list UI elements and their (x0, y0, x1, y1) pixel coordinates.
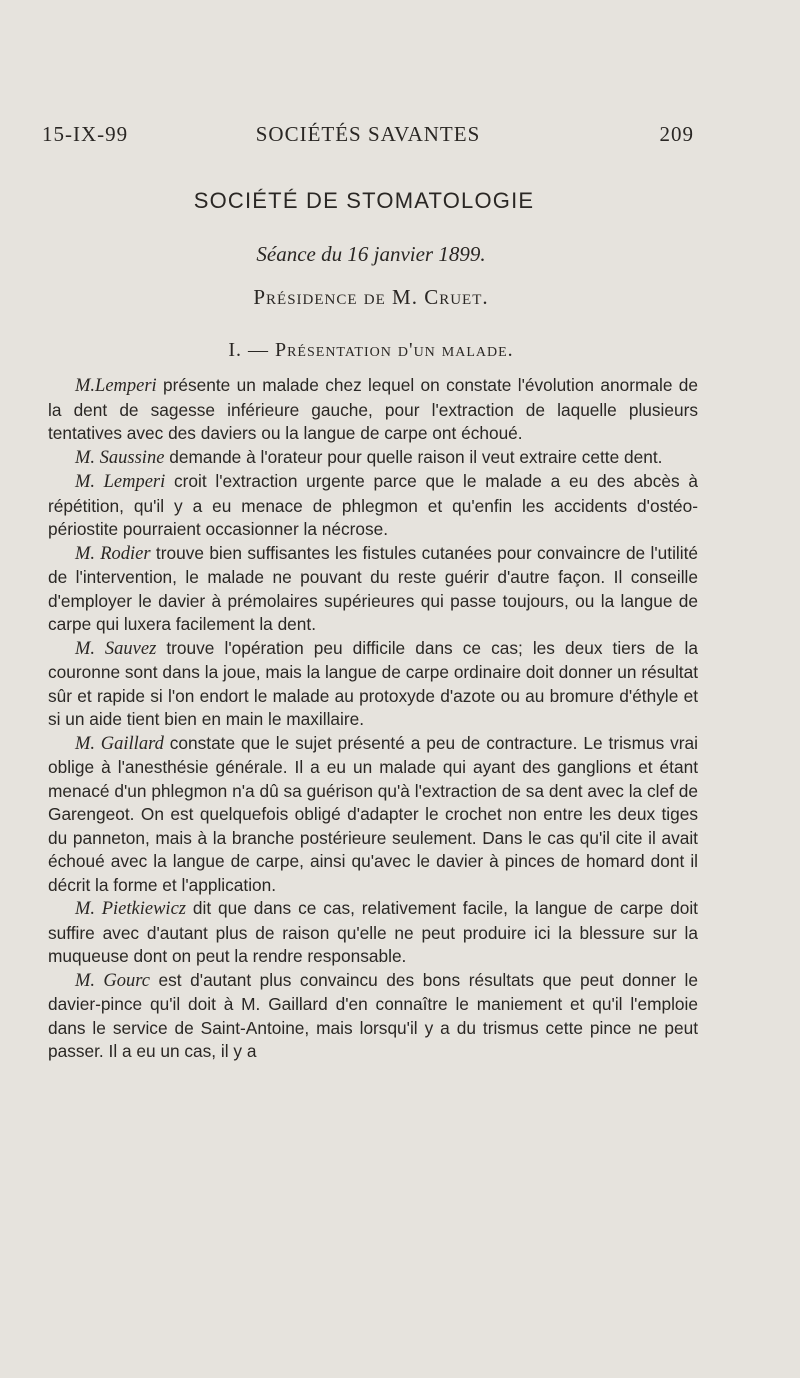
paragraph-text: trouve l'opération peu difficile dans ce cas; les deux tiers de la couronne sont dans la joue, mais la langue de carpe ordinaire doit donner un résultat sûr et rapide si l'on endort le malade au protoxyde d'azote ou au bromure d'éthyle et si un aide tient bien en main le maxillaire. (48, 637, 698, 729)
running-title: SOCIÉTÉS SAVANTES (255, 122, 481, 146)
session-date: Séance du 16 janvier 1899. (256, 242, 486, 266)
presidency-line: Présidence de M. Cruet. (253, 285, 489, 309)
speaker-name: M.Lemperi (75, 376, 157, 396)
paragraph (48, 637, 698, 732)
speaker-name: M. Saussine (75, 447, 165, 468)
paragraph-text: est d'autant plus convaincu des bons résultats que peut donner le davier-pince qu'il doit à M. Gaillard d'en connaître le maniement et qu'il l'emploie dans le service de Saint-Antoine, mais lorsqu'il y a du trismus cette pince ne peut passer. Il a eu un cas, il y a (48, 969, 698, 1061)
paragraph (48, 969, 698, 1064)
paragraph-text: présente un malade chez lequel on constate l'évolution anormale de la dent de sagesse inférieure gauche, pour l'extraction de laquelle plusieurs tentatives avec des daviers ou la langue de carpe ont échoué. (48, 375, 698, 443)
speaker-name: M. Lemperi (75, 472, 166, 492)
article-body (48, 374, 698, 1064)
speaker-name: M. Sauvez (75, 638, 157, 659)
speaker-name: M. Pietkiewicz (75, 899, 186, 919)
paragraph (48, 542, 698, 637)
society-title: SOCIÉTÉ DE STOMATOLOGIE (193, 188, 535, 213)
paragraph (48, 897, 698, 969)
paragraph (48, 446, 698, 471)
running-head (42, 122, 694, 152)
paragraph-text: dit que dans ce cas, relativement facile, la langue de carpe doit suffire avec d'autant plus de raison qu'elle ne peut produire ici la blessure sur la muqueuse dont on peut la rendre responsable. (48, 898, 698, 966)
paragraph (48, 470, 698, 542)
speaker-name: M. Rodier (75, 543, 151, 564)
paragraph-text: croit l'extraction urgente parce que le malade a eu des abcès à répétition, qu'il y a eu menace de phlegmon et qu'enfin les accidents d'ostéo-périostite pourraient occasionner la nécrose. (48, 471, 699, 539)
speaker-name: M. Gourc (75, 970, 150, 991)
paragraph-text: trouve bien suffisantes les fistules cutanées pour convaincre de l'utilité de l'intervention, le malade ne pouvant du reste guérir d'autre façon. Il conseille d'employer le davier à prémolaires supérieures qui passe toujours, ou la langue de carpe qui luxera facilement la dent. (48, 542, 699, 634)
paragraph-text: constate que le sujet présenté a peu de contracture. Le trismus vrai oblige à l'anesthésie générale. Il a eu un malade qui ayant des ganglions et étant menacé d'un phlegmon n'a dû sa guérison qu'à l'extraction de sa dent avec la clef de Garengeot. On est quelquefois obligé d'adapter le crochet non entre les deux tiges du panneton, mais à la branche postérieure seulement. Dans le cas qu'il cite il avait échoué avec la langue de carpe, ainsi qu'avec le davier à pinces de homard dont il décrit la forme et l'application. (48, 732, 698, 895)
section-heading: I. — Présentation d'un malade. (228, 339, 514, 361)
speaker-name: M. Gaillard (75, 733, 164, 754)
page-number: 209 (659, 122, 694, 146)
paragraph (48, 374, 698, 446)
paragraph (48, 732, 698, 898)
paragraph-text: demande à l'orateur pour quelle raison il veut extraire cette dent. (164, 446, 663, 467)
issue-date: 15-IX-99 (42, 122, 129, 146)
